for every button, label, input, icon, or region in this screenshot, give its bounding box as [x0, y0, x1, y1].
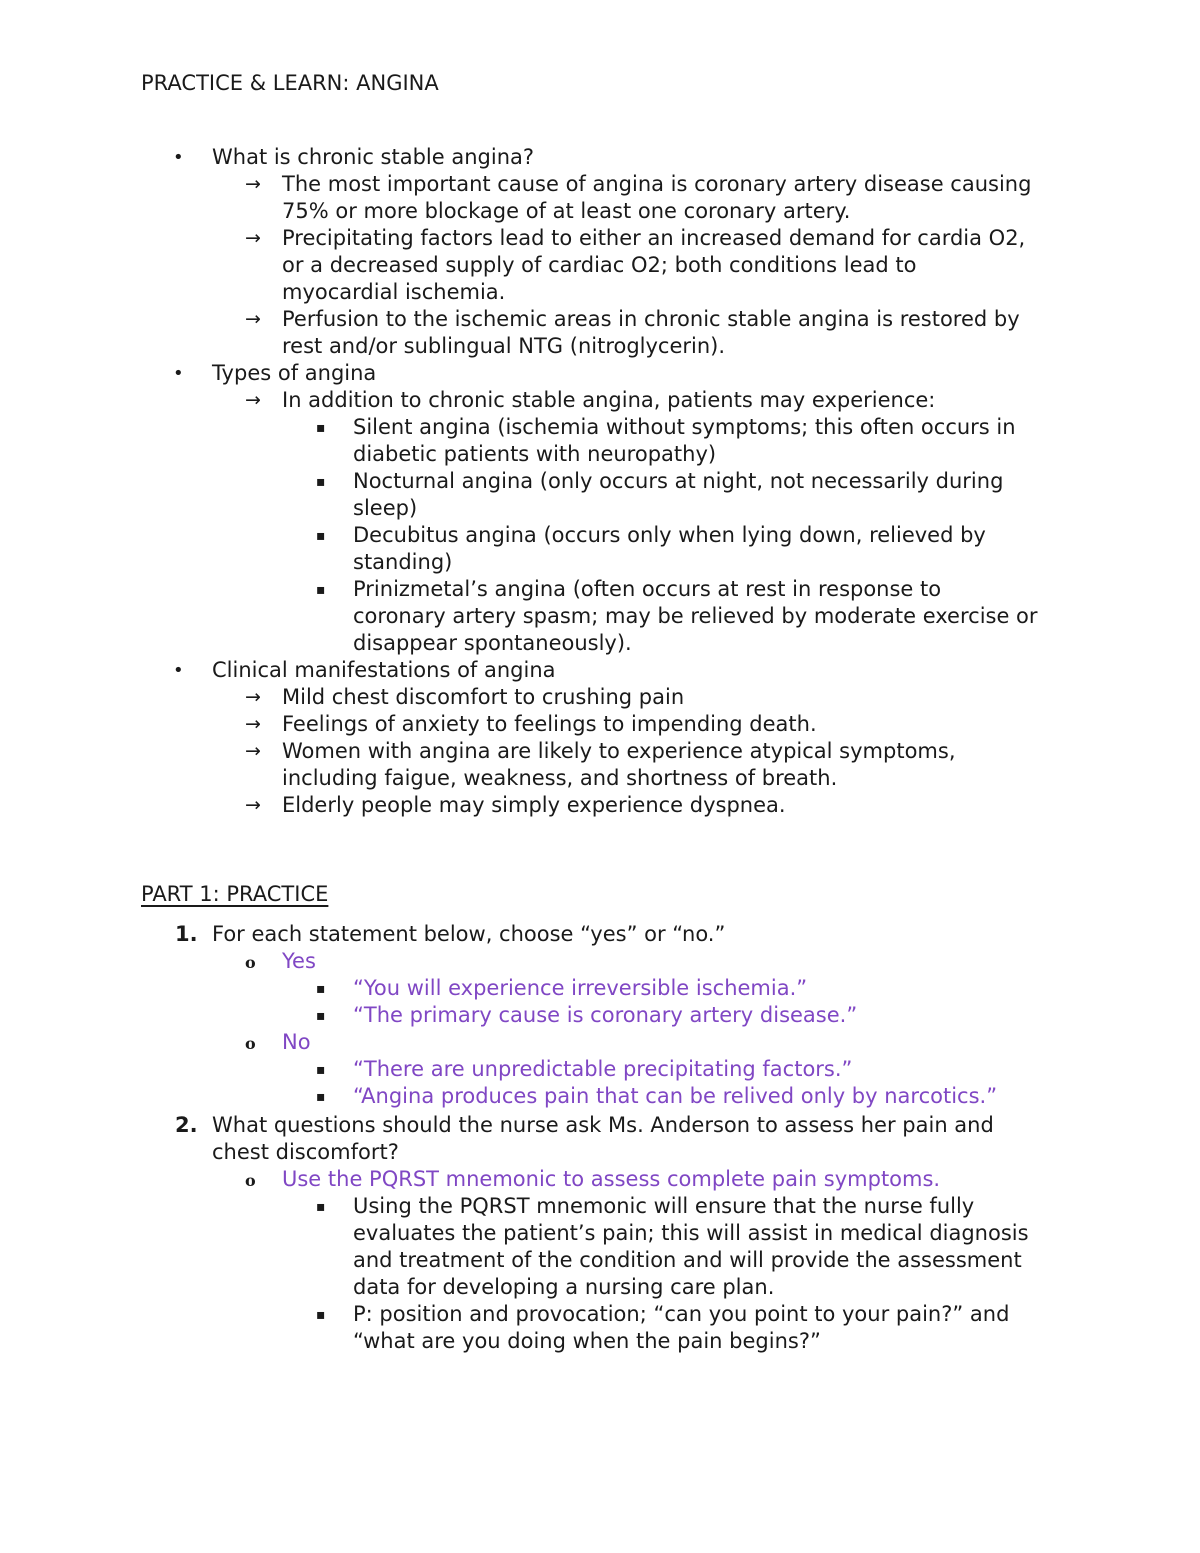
- arrow-icon: →: [245, 713, 261, 735]
- item-text: data for developing a nursing care plan.: [353, 1275, 775, 1299]
- square-bullet-icon: ▪: [316, 528, 326, 544]
- item-text: Decubitus angina (occurs only when lying down, relieved by: [353, 523, 986, 547]
- square-bullet-icon: ▪: [316, 1062, 326, 1078]
- square-bullet-icon: ▪: [316, 420, 326, 436]
- answer-item: [141, 1056, 1071, 1083]
- arrow-item-cont: [141, 198, 1071, 225]
- question-number: 1.: [175, 922, 198, 946]
- square-item: [141, 414, 1071, 441]
- arrow-item: [141, 684, 1071, 711]
- circle-bullet-icon: o: [245, 953, 256, 972]
- item-text: Perfusion to the ischemic areas in chronic stable angina is restored by: [282, 307, 1020, 331]
- square-item: [141, 468, 1071, 495]
- item-text: rest and/or sublingual NTG (nitroglycerin).: [282, 334, 726, 358]
- answer-label: Use the PQRST mnemonic to assess complete pain symptoms.: [282, 1167, 941, 1191]
- square-item-cont: [141, 495, 1071, 522]
- part1-heading-text: PART 1: PRACTICE: [141, 882, 329, 906]
- arrow-item: [141, 171, 1071, 198]
- square-item-cont: [141, 630, 1071, 657]
- square-bullet-icon: ▪: [316, 1008, 326, 1024]
- square-item: [141, 576, 1071, 603]
- question-text: What questions should the nurse ask Ms. Anderson to assess her pain and: [212, 1113, 994, 1137]
- question-1: [141, 921, 1071, 948]
- arrow-icon: →: [245, 173, 261, 195]
- square-bullet-icon: ▪: [316, 981, 326, 997]
- bullet-icon: •: [173, 363, 184, 384]
- answer-text: “Angina produces pain that can be relived only by narcotics.”: [353, 1084, 998, 1108]
- circle-bullet-icon: o: [245, 1034, 256, 1053]
- question-2: [141, 1112, 1071, 1139]
- square-item-cont: [141, 1328, 1071, 1355]
- square-item: [141, 1193, 1071, 1220]
- yes-label: Yes: [282, 949, 316, 973]
- square-item-cont: [141, 1274, 1071, 1301]
- answer-item: [141, 1083, 1071, 1110]
- bullet-text: Clinical manifestations of angina: [212, 658, 556, 682]
- item-text: Precipitating factors lead to either an increased demand for cardia O2,: [282, 226, 1026, 250]
- question-text: chest discomfort?: [212, 1140, 399, 1164]
- arrow-icon: →: [245, 794, 261, 816]
- square-item: [141, 1301, 1071, 1328]
- arrow-item: [141, 387, 1071, 414]
- arrow-item: [141, 738, 1071, 765]
- arrow-item-cont: [141, 333, 1071, 360]
- document-title: PRACTICE & LEARN: ANGINA: [141, 71, 439, 95]
- answer-text: “The primary cause is coronary artery disease.”: [353, 1003, 858, 1027]
- square-item-cont: [141, 549, 1071, 576]
- item-text: coronary artery spasm; may be relieved by moderate exercise or: [353, 604, 1038, 628]
- item-text: The most important cause of angina is coronary artery disease causing: [282, 172, 1032, 196]
- bullet-item-types: [141, 360, 1071, 387]
- item-text: Feelings of anxiety to feelings to impending death.: [282, 712, 817, 736]
- square-bullet-icon: ▪: [316, 1307, 326, 1323]
- square-item-cont: [141, 441, 1071, 468]
- square-item-cont: [141, 603, 1071, 630]
- square-bullet-icon: ▪: [316, 474, 326, 490]
- no-label: No: [282, 1030, 311, 1054]
- question-number: 2.: [175, 1113, 198, 1137]
- arrow-item-cont: [141, 252, 1071, 279]
- item-text: P: position and provocation; “can you point to your pain?” and: [353, 1302, 1010, 1326]
- item-text: sleep): [353, 496, 418, 520]
- item-text: Prinizmetal’s angina (often occurs at rest in response to: [353, 577, 942, 601]
- bullet-icon: •: [173, 147, 184, 168]
- square-bullet-icon: ▪: [316, 1089, 326, 1105]
- item-text: or a decreased supply of cardiac O2; both conditions lead to: [282, 253, 917, 277]
- arrow-icon: →: [245, 308, 261, 330]
- square-item-cont: [141, 1220, 1071, 1247]
- square-item-cont: [141, 1247, 1071, 1274]
- arrow-item: [141, 792, 1071, 819]
- square-item: [141, 522, 1071, 549]
- item-text: diabetic patients with neuropathy): [353, 442, 717, 466]
- item-text: Nocturnal angina (only occurs at night, not necessarily during: [353, 469, 1004, 493]
- answer-text: “You will experience irreversible ischemia.”: [353, 976, 808, 1000]
- item-text: disappear spontaneously).: [353, 631, 632, 655]
- arrow-icon: →: [245, 389, 261, 411]
- item-text: In addition to chronic stable angina, patients may experience:: [282, 388, 936, 412]
- arrow-item-cont: [141, 765, 1071, 792]
- item-text: Silent angina (ischemia without symptoms; this often occurs in: [353, 415, 1016, 439]
- bullet-text: Types of angina: [212, 361, 377, 385]
- item-text: Elderly people may simply experience dyspnea.: [282, 793, 786, 817]
- answer-group: [141, 1166, 1071, 1193]
- item-text: and treatment of the condition and will provide the assessment: [353, 1248, 1022, 1272]
- arrow-item: [141, 225, 1071, 252]
- question-text: For each statement below, choose “yes” or “no.”: [212, 922, 726, 946]
- item-text: myocardial ischemia.: [282, 280, 506, 304]
- item-text: “what are you doing when the pain begins?”: [353, 1329, 821, 1353]
- item-text: evaluates the patient’s pain; this will assist in medical diagnosis: [353, 1221, 1029, 1245]
- yes-group: [141, 948, 1071, 975]
- question-2-cont: [141, 1139, 1071, 1166]
- answer-item: [141, 975, 1071, 1002]
- answer-text: “There are unpredictable precipitating factors.”: [353, 1057, 853, 1081]
- arrow-icon: →: [245, 686, 261, 708]
- circle-bullet-icon: o: [245, 1171, 256, 1190]
- square-bullet-icon: ▪: [316, 1199, 326, 1215]
- arrow-icon: →: [245, 740, 261, 762]
- item-text: 75% or more blockage of at least one coronary artery.: [282, 199, 851, 223]
- document-page: [141, 66, 1071, 1355]
- bullet-text: What is chronic stable angina?: [212, 145, 535, 169]
- bullet-icon: •: [173, 660, 184, 681]
- square-bullet-icon: ▪: [316, 582, 326, 598]
- item-text: standing): [353, 550, 453, 574]
- bullet-item-chronic: [141, 144, 1071, 171]
- item-text: Using the PQRST mnemonic will ensure that the nurse fully: [353, 1194, 975, 1218]
- arrow-icon: →: [245, 227, 261, 249]
- no-group: [141, 1029, 1071, 1056]
- bullet-item-clinical: [141, 657, 1071, 684]
- item-text: including faigue, weakness, and shortness of breath.: [282, 766, 838, 790]
- arrow-item: [141, 711, 1071, 738]
- arrow-item: [141, 306, 1071, 333]
- item-text: Women with angina are likely to experience atypical symptoms,: [282, 739, 956, 763]
- part1-heading: [141, 877, 1071, 911]
- arrow-item-cont: [141, 279, 1071, 306]
- answer-item: [141, 1002, 1071, 1029]
- item-text: Mild chest discomfort to crushing pain: [282, 685, 685, 709]
